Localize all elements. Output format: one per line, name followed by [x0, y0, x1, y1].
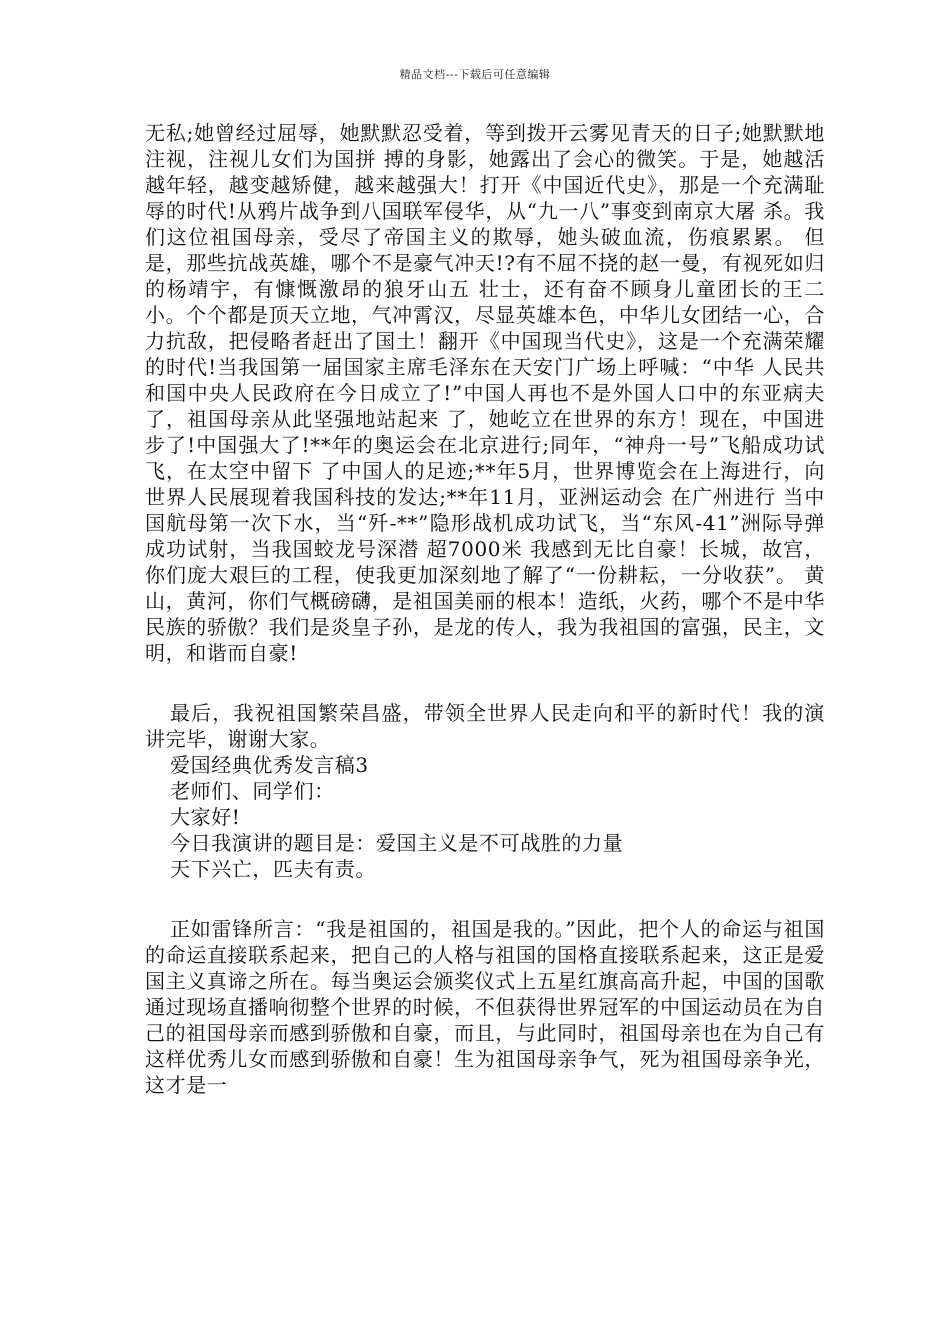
proverb: 天下兴亡，匹夫有责。 — [170, 857, 376, 881]
speech-topic: 今日我演讲的题目是：爱国主义是不可战胜的力量 — [170, 831, 624, 855]
paragraph-body: 正如雷锋所言：“我是祖国的，祖国是我的。”因此，把个人的命运与祖国的命运直接联系起来，把自己的人格与祖国的国格直接联系起来，这正是爱国主义真谛之所在。每当奥运会颁奖仪式上五星红旗高高升起，中国的国歌通过现场直播响彻整个世界的时候，不但获得世界冠军的中国运动员在为自己的祖国母亲而感到骄傲和自豪，而且，与此同时，祖国母亲也在为自己有这样优秀儿女而感到骄傲和自豪！生为祖国母亲争气，死为祖国母亲争光，这才是一 — [145, 917, 825, 1097]
greeting-hello: 大家好! — [170, 805, 241, 829]
paragraph-closing: 最后，我祝祖国繁荣昌盛，带领全世界人民走向和平的新时代！我的演讲完毕，谢谢大家。 — [145, 701, 825, 751]
greeting-audience: 老师们、同学们： — [170, 779, 335, 803]
paragraph-continuation: 无私;她曾经过屈辱，她默默忍受着，等到拨开云雾见青天的日子;她默默地注视，注视儿女们为国拼 搏的身影，她露出了会心的微笑。于是，她越活越年轻，越变越矫健，越来越强大！打开《中国近代史》，那是一个充满耻辱的时代!从鸦片战争到八国联军侵华，从“九一八”事变到南京大屠 杀。我们这位祖国母亲，受尽了帝国主义的欺辱，她头破血流，伤痕累累。 但是，那些抗战英雄，哪个不是豪气冲天!?有不屈不挠的赵一曼，有视死如归的杨靖宇，有慷慨激昂的狼牙山五 壮士，还有奋不顾身儿童团长的王二小。个个都是顶天立地，气冲霄汉，尽显英雄本色，中华儿女团结一心，合力抗敌，把侵略者赶出了国土！翻开《中国现当代史》，这是一个充满荣耀的时代!当我国第一届国家主席毛泽东在天安门广场上呼喊：“中华 人民共和国中央人民政府在今日成立了!”中国人再也不是外国人口中的东亚病夫了，祖国母亲从此坚强地站起来 了，她屹立在世界的东方！现在，中国进步了!中国强大了!**年的奥运会在北京进行;同年，“神舟一号”飞船成功试飞，在太空中留下 了中国人的足迹;**年5月，世界博览会在上海进行，向世界人民展现着我国科技的发达;**年11月，亚洲运动会 在广州进行 当中国航母第一次下水，当“歼-**”隐形战机成功试飞，当“东风-41”洲际导弹成功试射，当我国蛟龙号深潜 超7000米 我感到无比自豪！长城，故宫，你们庞大艰巨的工程，使我更加深刻地了解了“一份耕耘，一分收获”。 黄山，黄河，你们气概磅礴，是祖国美丽的根本！造纸，火药，哪个不是中华民族的骄傲？我们是炎皇子孙，是龙的传人，我为我祖国的富强，民主，文明，和谐而自豪! — [145, 121, 825, 665]
section-title: 爱国经典优秀发言稿3 — [170, 753, 369, 777]
document-body — [145, 120, 825, 1098]
page-header: 精品文档---下载后可任意编辑 — [399, 68, 551, 81]
